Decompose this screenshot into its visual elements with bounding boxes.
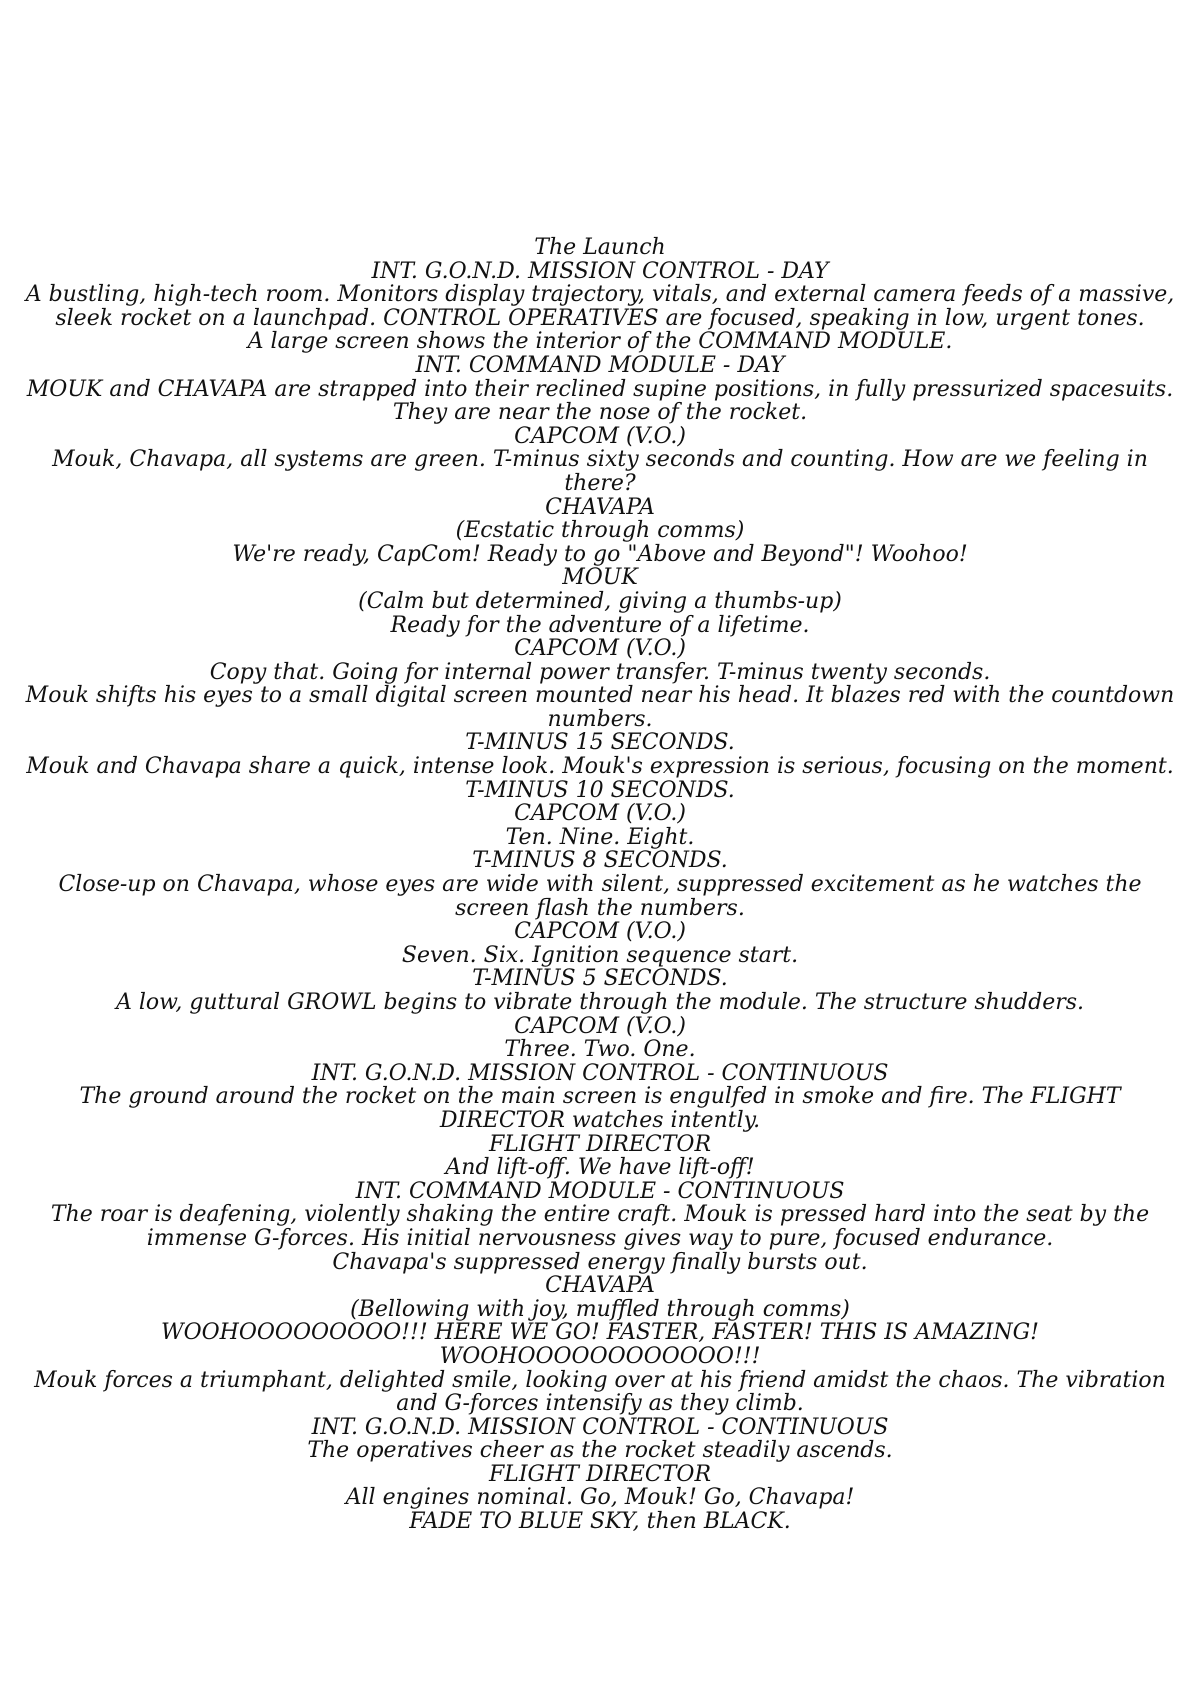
action-line: Mouk and Chavapa share a quick, intense look. Mouk's expression is serious, focusing on the moment. bbox=[26, 754, 1174, 780]
dialogue-line: Mouk, Chavapa, all systems are green. T-minus sixty seconds and counting. How are we feeling in there? bbox=[52, 447, 1148, 496]
action-line: Mouk shifts his eyes to a small digital screen mounted near his head. It blazes red with the countdown numbers. bbox=[25, 683, 1175, 732]
action-line: The operatives cheer as the rocket steadily ascends. bbox=[307, 1438, 893, 1464]
action-line: A large screen shows the interior of the COMMAND MODULE. bbox=[247, 329, 953, 355]
action-line: The roar is deafening, violently shaking the entire craft. Mouk is pressed hard into the seat by the immense G-forces. His initial nervousness gives way to pure, focused endurance. bbox=[50, 1202, 1150, 1251]
scene-heading: INT. G.O.N.D. MISSION CONTROL - CONTINUOUS bbox=[311, 1414, 889, 1440]
dialogue-line: Copy that. Going for internal power transfer. T-minus twenty seconds. bbox=[209, 659, 991, 685]
scene-heading: INT. COMMAND MODULE - CONTINUOUS bbox=[355, 1178, 845, 1204]
character-name: CHAVAPA bbox=[545, 1273, 655, 1299]
parenthetical: (Calm but determined, giving a thumbs-up) bbox=[358, 588, 842, 614]
dialogue-line: Seven. Six. Ignition sequence start. bbox=[401, 942, 799, 968]
character-name: MOUK bbox=[562, 565, 638, 591]
dialogue-line: All engines nominal. Go, Mouk! Go, Chavapa! bbox=[345, 1485, 855, 1511]
transition-line: FADE TO BLUE SKY, then BLACK. bbox=[409, 1509, 791, 1535]
countdown-line: T-MINUS 5 SECONDS. bbox=[472, 966, 728, 992]
character-name: FLIGHT DIRECTOR bbox=[488, 1131, 712, 1157]
document-title: The Launch bbox=[534, 235, 666, 260]
action-line: The ground around the rocket on the main screen is engulfed in smoke and fire. The FLIGHT DIRECTOR watches intently. bbox=[79, 1084, 1121, 1133]
scene-heading: INT. G.O.N.D. MISSION CONTROL - DAY bbox=[371, 258, 829, 284]
parenthetical: (Ecstatic through comms) bbox=[455, 518, 745, 544]
countdown-line: T-MINUS 15 SECONDS. bbox=[465, 730, 735, 756]
character-name: CAPCOM (V.O.) bbox=[514, 801, 686, 827]
parenthetical: (Bellowing with joy, muffled through comms) bbox=[350, 1296, 850, 1322]
character-name: CAPCOM (V.O.) bbox=[514, 423, 686, 449]
screenplay-text bbox=[20, 236, 1180, 1534]
character-name: FLIGHT DIRECTOR bbox=[488, 1461, 712, 1487]
dialogue-line: Ready for the adventure of a lifetime. bbox=[390, 612, 810, 638]
action-line: A bustling, high-tech room. Monitors display trajectory, vitals, and external camera feeds of a massive, sleek rocket on a launchpad. CONTROL OPERATIVES are focused, speaking in low, urgent tones. bbox=[25, 282, 1175, 331]
countdown-line: T-MINUS 8 SECONDS. bbox=[472, 848, 728, 874]
dialogue-line: And lift-off. We have lift-off! bbox=[445, 1155, 755, 1181]
countdown-line: T-MINUS 10 SECONDS. bbox=[465, 777, 735, 803]
dialogue-line: Ten. Nine. Eight. bbox=[505, 824, 695, 850]
character-name: CAPCOM (V.O.) bbox=[514, 919, 686, 945]
action-line: A low, guttural GROWL begins to vibrate through the module. The structure shudders. bbox=[115, 990, 1085, 1015]
dialogue-line: Three. Two. One. bbox=[504, 1037, 696, 1063]
character-name: CAPCOM (V.O.) bbox=[514, 636, 686, 662]
action-line: Chavapa's suppressed energy finally bursts out. bbox=[332, 1249, 868, 1275]
action-line: MOUK and CHAVAPA are strapped into their reclined supine positions, in fully pressurized spacesuits. They are near the nose of the rocket. bbox=[26, 376, 1174, 426]
dialogue-line: WOOHOOOOOOOOO!!! HERE WE GO! FASTER, FASTER! THIS IS AMAZING! WOOHOOOOOOOOOOOO!!! bbox=[160, 1320, 1040, 1369]
character-name: CHAVAPA bbox=[545, 494, 655, 520]
action-line: Mouk forces a triumphant, delighted smile, looking over at his friend amidst the chaos. The vibration and G-forces intensify as they climb. bbox=[34, 1367, 1166, 1417]
scene-heading: INT. G.O.N.D. MISSION CONTROL - CONTINUOUS bbox=[311, 1060, 889, 1086]
scene-heading: INT. COMMAND MODULE - DAY bbox=[415, 352, 785, 378]
dialogue-line: We're ready, CapCom! Ready to go "Above and Beyond"! Woohoo! bbox=[232, 541, 968, 567]
character-name: CAPCOM (V.O.) bbox=[514, 1013, 686, 1039]
action-line: Close-up on Chavapa, whose eyes are wide with silent, suppressed excitement as he watches the screen flash the numbers. bbox=[58, 872, 1142, 921]
